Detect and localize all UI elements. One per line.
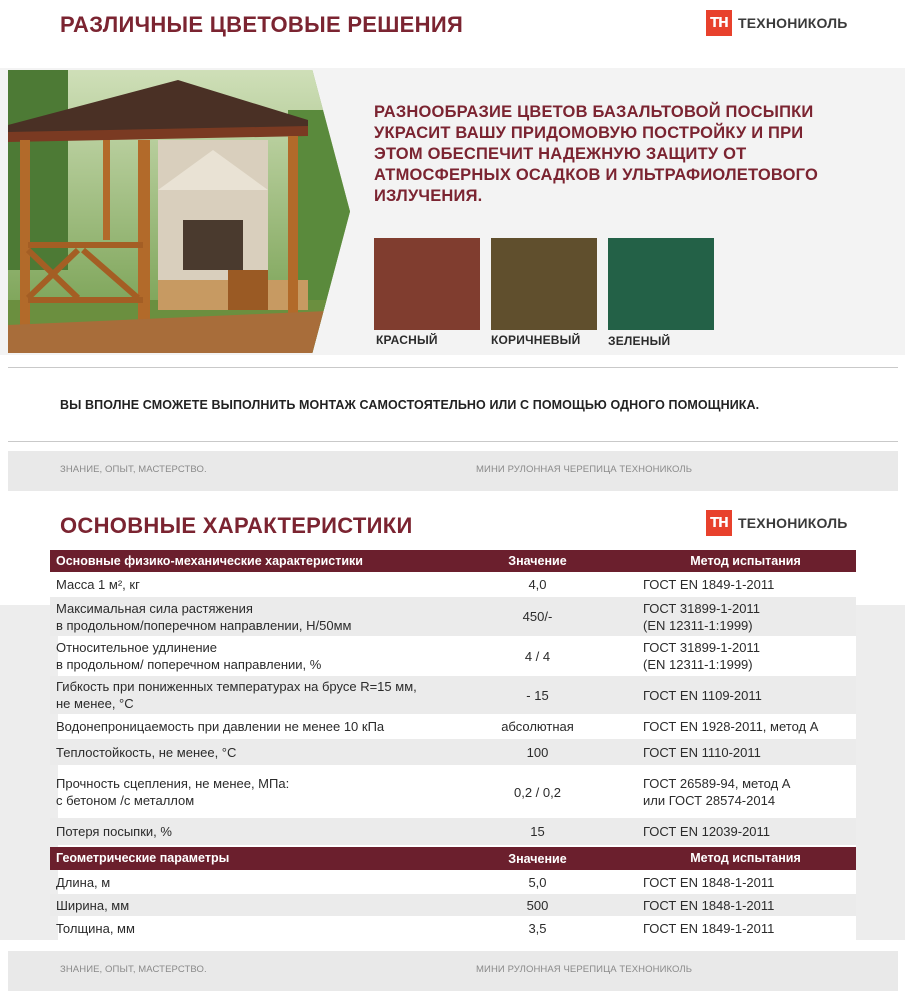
table-cell: Относительное удлинение в продольном/ поперечном направлении, % [56,640,322,672]
table-row [50,715,856,738]
table-cell: - 15 [526,687,549,703]
section-title-colors: РАЗЛИЧНЫЕ ЦВЕТОВЫЕ РЕШЕНИЯ [60,12,464,37]
table-cell: 5,0 [528,875,547,890]
footer-product: МИНИ РУЛОННАЯ ЧЕРЕПИЦА ТЕХНОНИКОЛЬ [476,964,693,975]
table-row [50,739,856,765]
divider [8,441,898,442]
swatch-label-brown: КОРИЧНЕВЫЙ [491,333,581,347]
column-header: Метод испытания [690,851,801,865]
gazebo-photo [8,70,350,353]
table-cell: Гибкость при пониженных температурах на брусе R=15 мм, не менее, °С [56,679,417,711]
table-cell: ГОСТ EN 1848-1-2011 [643,897,775,913]
table-cell: ГОСТ EN 1109-2011 [643,687,762,703]
table-cell: Теплостойкость, не менее, °С [56,744,237,760]
divider [8,367,898,368]
column-header: Метод испытания [690,553,801,568]
page-footer [8,451,898,491]
table-header [50,847,856,870]
table-row [50,894,856,916]
table-cell: Ширина, мм [56,897,130,913]
table-cell: ГОСТ 26589-94, метод А или ГОСТ 28574-2014 [643,776,791,808]
column-header: Значение [508,851,567,866]
table-cell: Масса 1 м², кг [56,576,140,592]
table-cell: Потеря посыпки, % [56,824,172,839]
table-row [50,572,856,596]
table-cell: Толщина, мм [56,920,135,936]
table-cell: 15 [530,824,545,839]
table-cell: ГОСТ EN 1849-1-2011 [643,576,775,592]
table-cell: 0,2 / 0,2 [514,784,561,800]
table-row [50,871,856,894]
swatch-red [374,238,480,330]
table-row [50,676,856,714]
column-header: Геометрические параметры [56,851,230,865]
table-cell: 4,0 [528,576,547,592]
swatch-green [608,238,714,330]
swatch-label-green: ЗЕЛЕНЫЙ [608,334,671,348]
table-cell: 100 [526,744,549,760]
brand-mark-icon: ТН [706,510,732,536]
table-cell: ГОСТ EN 12039-2011 [643,824,771,839]
table-cell: ГОСТ EN 1849-1-2011 [643,920,775,936]
table-row [50,637,856,675]
brand-name: ТЕХНОНИКОЛЬ [738,15,848,31]
column-header: Основные физико-механические характеристики [56,553,363,568]
page-footer [8,951,898,991]
table-cell: абсолютная [501,719,574,734]
table-row [50,597,856,636]
table-row [50,768,856,816]
table-cell: ГОСТ EN 1848-1-2011 [643,875,775,890]
footer-product: МИНИ РУЛОННАЯ ЧЕРЕПИЦА ТЕХНОНИКОЛЬ [476,464,693,475]
table-cell: ГОСТ EN 1928-2011, метод А [643,719,819,734]
swatch-brown [491,238,597,330]
table-cell: Длина, м [56,875,111,890]
footer-slogan: ЗНАНИЕ, ОПЫТ, МАСТЕРСТВО. [60,964,207,975]
brand-logo [706,10,848,36]
brand-name: ТЕХНОНИКОЛЬ [738,515,848,531]
table-header [50,550,856,572]
table-cell: 4 / 4 [524,648,551,664]
table-cell: ГОСТ EN 1110-2011 [643,744,761,760]
footer-slogan: ЗНАНИЕ, ОПЫТ, МАСТЕРСТВО. [60,464,207,475]
column-header: Значение [508,554,567,568]
table-cell: Прочность сцепления, не менее, МПа: с бетоном /с металлом [56,776,290,808]
table-row [50,818,856,845]
table-cell: ГОСТ 31899-1-2011 (EN 12311-1:1999) [643,600,760,633]
table-cell: ГОСТ 31899-1-2011 (EN 12311-1:1999) [643,640,760,672]
table-cell: 500 [526,897,549,913]
table-row [50,917,856,939]
installation-note: ВЫ ВПОЛНЕ СМОЖЕТЕ ВЫПОЛНИТЬ МОНТАЖ САМОСТОЯТЕЛЬНО ИЛИ С ПОМОЩЬЮ ОДНОГО ПОМОЩНИКА. [60,398,760,412]
side-band [856,605,905,940]
table-cell: 450/- [522,609,553,624]
table-cell: 3,5 [528,920,547,936]
table-cell: Максимальная сила растяжения в продольном/поперечном направлении, Н/50мм [56,600,352,633]
brand-mark-icon: ТН [706,10,732,36]
swatch-label-red: КРАСНЫЙ [376,333,438,347]
table-cell: Водонепроницаемость при давлении не менее 10 кПа [56,719,385,734]
brand-logo [706,510,848,536]
colors-description: РАЗНООБРАЗИЕ ЦВЕТОВ БАЗАЛЬТОВОЙ ПОСЫПКИ УКРАСИТ ВАШУ ПРИДОМОВУЮ ПОСТРОЙКУ И ПРИ ЭТОМ ОБЕСПЕЧИТ НАДЕЖНУЮ ЗАЩИТУ ОТ АТМОСФЕРНЫХ ОСАДКОВ И УЛЬТРАФИОЛЕТОВОГО ИЗЛУЧЕНИЯ. [374,103,818,205]
section-title-specs: ОСНОВНЫЕ ХАРАКТЕРИСТИКИ [60,513,413,538]
